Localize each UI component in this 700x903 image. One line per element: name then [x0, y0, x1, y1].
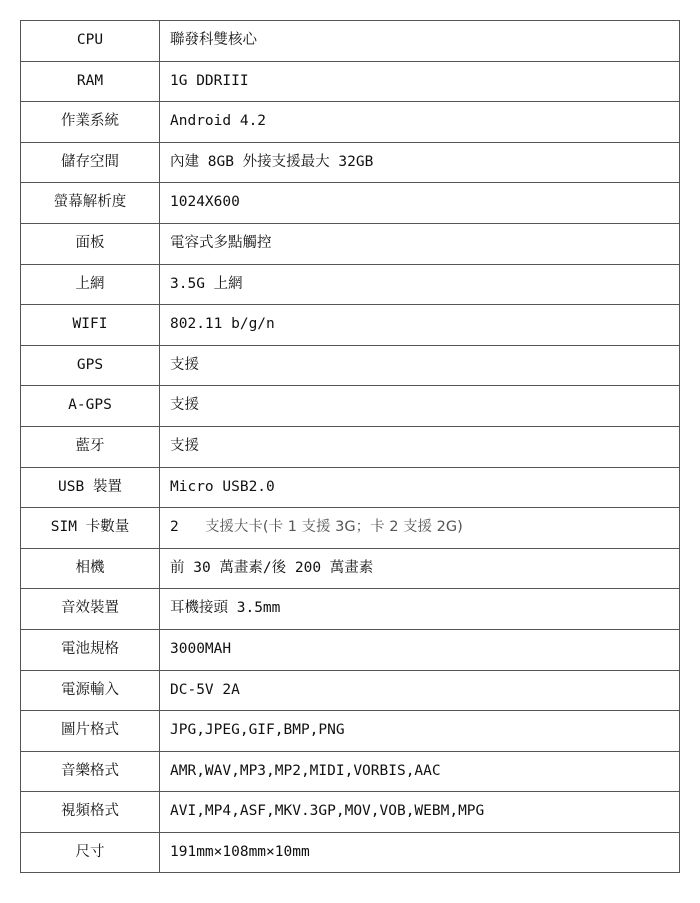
table-row [21, 223, 680, 264]
spec-table [20, 20, 680, 873]
spec-value-cell [160, 548, 680, 589]
spec-label: 尺寸 [21, 832, 160, 873]
spec-label: 視頻格式 [21, 792, 160, 833]
spec-label: CPU [21, 21, 160, 62]
spec-value-cell [160, 629, 680, 670]
table-row [21, 21, 680, 62]
table-row [21, 751, 680, 792]
spec-value: Android 4.2 [170, 113, 267, 130]
spec-label: 音效裝置 [21, 589, 160, 630]
spec-value-cell [160, 264, 680, 305]
spec-label: GPS [21, 345, 160, 386]
spec-value: Micro USB2.0 [170, 478, 275, 495]
table-row [21, 345, 680, 386]
spec-value: 電容式多點觸控 [170, 235, 272, 252]
table-row [21, 426, 680, 467]
table-row [21, 832, 680, 873]
table-row [21, 670, 680, 711]
spec-label: 上網 [21, 264, 160, 305]
spec-value: 191mm×108mm×10mm [170, 843, 310, 860]
spec-value: 聯發科雙核心 [170, 32, 257, 49]
spec-value-cell [160, 142, 680, 183]
spec-label: 相機 [21, 548, 160, 589]
spec-note: 支援大卡(卡 1 支援 3G；卡 2 支援 2G) [204, 519, 463, 536]
table-row [21, 711, 680, 752]
spec-label: SIM 卡數量 [21, 508, 160, 549]
spec-label: 儲存空間 [21, 142, 160, 183]
spec-value: JPG,JPEG,GIF,BMP,PNG [170, 722, 345, 739]
table-row [21, 548, 680, 589]
spec-value-cell [160, 508, 680, 549]
spec-value-cell [160, 223, 680, 264]
spec-label: WIFI [21, 305, 160, 346]
spec-value-cell [160, 751, 680, 792]
spec-value: AVI,MP4,ASF,MKV.3GP,MOV,VOB,WEBM,MPG [170, 803, 485, 820]
spec-value-cell [160, 792, 680, 833]
spec-label: 藍牙 [21, 426, 160, 467]
table-row [21, 183, 680, 224]
spec-value-cell [160, 426, 680, 467]
spec-label: A-GPS [21, 386, 160, 427]
spec-value-cell [160, 183, 680, 224]
spec-value: 3000MAH [170, 641, 232, 657]
spec-value-cell [160, 305, 680, 346]
spec-label: 面板 [21, 223, 160, 264]
spec-value-cell [160, 670, 680, 711]
spec-label: USB 裝置 [21, 467, 160, 508]
spec-value-cell [160, 345, 680, 386]
spec-value: 支援 [170, 397, 199, 414]
spec-value: 1G DDRIII [170, 72, 249, 89]
spec-value-cell [160, 386, 680, 427]
spec-value: 802.11 b/g/n [170, 316, 275, 333]
table-row [21, 61, 680, 102]
spec-value: DC-5V 2A [170, 681, 240, 698]
table-row [21, 467, 680, 508]
spec-label: 作業系統 [21, 102, 160, 143]
table-row [21, 102, 680, 143]
table-row [21, 264, 680, 305]
spec-value: 前 30 萬畫素/後 200 萬畫素 [170, 559, 374, 576]
table-row [21, 629, 680, 670]
spec-label: 電池規格 [21, 629, 160, 670]
spec-label: 電源輸入 [21, 670, 160, 711]
spec-value-cell [160, 711, 680, 752]
spec-value: 3.5G 上網 [170, 275, 243, 292]
spec-value: 支援 [170, 356, 199, 373]
spec-value: AMR,WAV,MP3,MP2,MIDI,VORBIS,AAC [170, 762, 441, 779]
table-row [21, 792, 680, 833]
spec-value-cell [160, 102, 680, 143]
spec-value: 2 [170, 519, 179, 536]
table-row [21, 589, 680, 630]
spec-value: 1024X600 [170, 194, 240, 211]
spec-value: 內建 8GB 外接支援最大 32GB [170, 153, 374, 170]
spec-label: 螢幕解析度 [21, 183, 160, 224]
spec-label: 音樂格式 [21, 751, 160, 792]
spec-label: RAM [21, 61, 160, 102]
table-row [21, 305, 680, 346]
spec-value: 耳機接頭 3.5mm [170, 600, 281, 617]
table-row [21, 142, 680, 183]
spec-value-cell [160, 467, 680, 508]
spec-value-cell [160, 21, 680, 62]
table-row [21, 508, 680, 549]
spec-value-cell [160, 832, 680, 873]
spec-value-cell [160, 589, 680, 630]
spec-label: 圖片格式 [21, 711, 160, 752]
spec-value: 支援 [170, 438, 199, 455]
table-row [21, 386, 680, 427]
spec-value-cell [160, 61, 680, 102]
spec-table-body [21, 21, 680, 873]
